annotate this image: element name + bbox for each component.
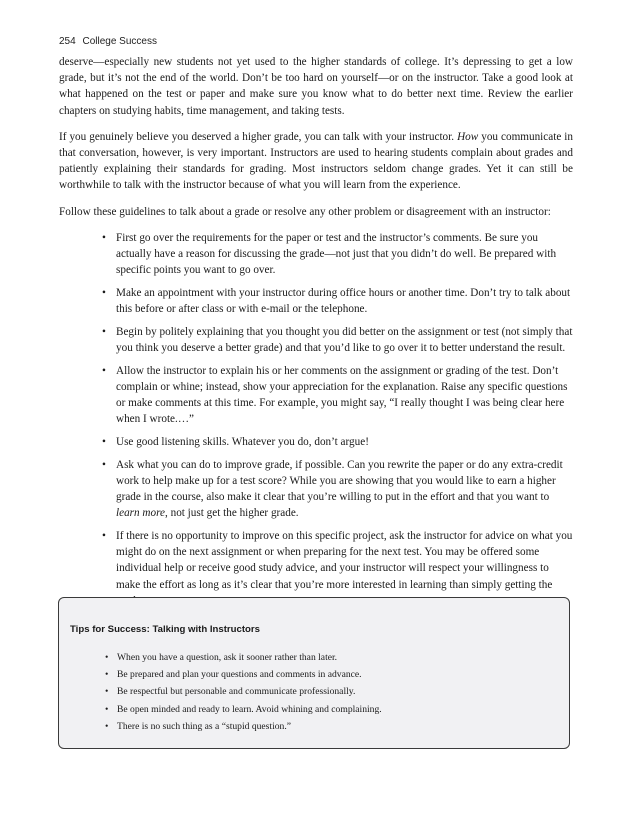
tips-box-title: Tips for Success: Talking with Instructors: [70, 624, 260, 635]
paragraph-guidelines-intro: Follow these guidelines to talk about a grade or resolve any other problem or disagreement with an instructor:: [59, 205, 551, 218]
list-item: • Allow the instructor to explain his or her comments on the assignment or grading of the test. Don’t complain or whine; instead, show your appreciation for the explanation. Raise any specific questions or make comments at this time. For example, you might say, “I really thought I was being clear here when I wrote.…”: [102, 363, 573, 428]
paragraph-continued: deserve—especially new students not yet used to the higher standards of college. It’s depressing to get a low grade, but it’s not the end of the world. Don’t be too hard on yourself—or on the instructor. Take a good look at what happened on the test or paper and make sure you know what to do better next time. Review the earlier chapters on studying habits, time management, and taking tests.: [59, 56, 573, 117]
tips-for-success-box: [58, 597, 570, 749]
emphasis-how: How: [457, 130, 479, 143]
list-item: • Ask what you can do to improve grade, if possible. Can you rewrite the paper or do any extra-credit work to help make up for a test score? While you are showing that you would like to earn a higher grade in the course, also make it clear that you’re willing to put in the effort and that you want to learn more, not just get the higher grade.: [102, 457, 573, 522]
list-item: • Be respectful but personable and communicate professionally.: [105, 683, 382, 700]
page-number: 254: [59, 36, 76, 47]
list-item: • There is no such thing as a “stupid question.”: [105, 718, 382, 735]
list-item: • Make an appointment with your instructor during office hours or another time. Don’t try to talk about this before or after class or with e-mail or the telephone.: [102, 285, 573, 317]
list-item: • If there is no opportunity to improve on this specific project, ask the instructor for advice on what you might do on the next assignment or when preparing for the next test. You may be offered some individual help or receive good study advice, and your instructor will respect your willingness to make the effort as long as it’s clear that you’re more interested in learning than simply getting the: [102, 528, 573, 609]
book-title: College Success: [82, 36, 157, 47]
list-item: • Begin by politely explaining that you thought you did better on the assignment or test (not simply that you think you deserve a better grade) and that you’d like to go over it to better understand the result.: [102, 324, 573, 356]
list-item: • Be prepared and plan your questions and comments in advance.: [105, 666, 382, 683]
list-item: • When you have a question, ask it sooner rather than later.: [105, 649, 382, 666]
list-item: • Be open minded and ready to learn. Avoid whining and complaining.: [105, 701, 382, 718]
body-text: [59, 54, 573, 616]
list-item: • First go over the requirements for the paper or test and the instructor’s comments. Be sure you actually have a reason for discussing the grade—not just that you didn’t do well. Be prepared with specific points you want to go over.: [102, 230, 573, 279]
guidelines-list: [59, 230, 573, 609]
paragraph-higher-grade: If you genuinely believe you deserved a higher grade, you can talk with your instructor. How you communicate in that conversation, however, is very important. Instructors are used to hearing students complain about grades and patiently explaining their standards for grading. Most instructors seldom change grades. Yet it can still be worthwhile to talk with the instructor because of what you will learn from the experience.: [59, 130, 573, 192]
running-header: [59, 36, 157, 47]
tips-list: [105, 649, 382, 735]
emphasis-learn-more: learn more: [116, 507, 165, 520]
list-item: • Use good listening skills. Whatever you do, don’t argue!: [102, 434, 573, 450]
